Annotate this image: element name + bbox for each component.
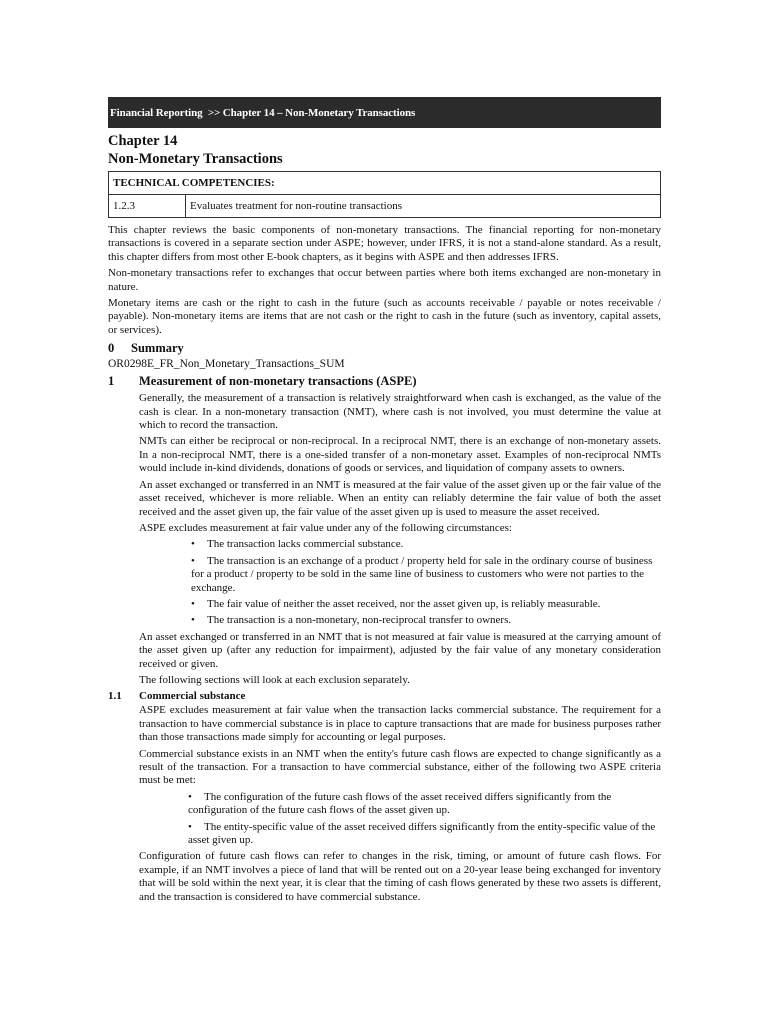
competency-text: Evaluates treatment for non-routine transactions xyxy=(186,195,661,218)
section-0-heading xyxy=(108,341,661,356)
bullet-icon: • xyxy=(191,597,195,610)
exclusion-list xyxy=(108,538,661,627)
breadcrumb-text: Financial Reporting >> Chapter 14 – Non-Monetary Transactions xyxy=(110,106,416,119)
list-item: • The entity-specific value of the asset received differs significantly from the entity-specific value of the asset given up. xyxy=(188,820,656,847)
body-paragraph: The following sections will look at each exclusion separately. xyxy=(139,673,410,686)
body-paragraph: ASPE excludes measurement at fair value when the transaction lacks commercial substance. The requirement for a transaction to have commercial substance is in place to capture transactions that are made for business purposes rather than those transactions made simply for accounting or legal purposes. xyxy=(139,704,661,744)
section-title: Summary xyxy=(131,341,184,356)
chapter-title: Non-Monetary Transactions xyxy=(108,151,283,167)
document-page xyxy=(108,97,661,907)
bullet-icon: • xyxy=(191,614,195,627)
section-1-closing xyxy=(139,631,661,688)
bullet-icon: • xyxy=(188,820,192,833)
section-1-heading xyxy=(108,374,661,389)
body-paragraph: Commercial substance exists in an NMT when the entity's future cash flows are expected to change significantly as a result of the transaction. For a transaction to have commercial substance, either of the following two ASPE criteria must be met: xyxy=(139,747,661,787)
list-item: • The configuration of the future cash flows of the asset received differs significantly from the configuration of the future cash flows of the asset given up. xyxy=(188,790,612,817)
section-number: 0 xyxy=(108,341,115,356)
body-paragraph: Configuration of future cash flows can refer to changes in the risk, timing, or amount of future cash flows. For example, if an NMT involves a piece of land that will be rented out on a 20-year lease being exchanged for inventory that will be sold within the next year, it is clear that the timing of cash flows generated by these two assets is different, and the transaction is considered to have commercial substance. xyxy=(139,850,661,903)
body-paragraph: NMTs can either be reciprocal or non-reciprocal. In a reciprocal NMT, there is an exchange of non-monetary assets. In a non-reciprocal NMT, there is a one-sided transfer of a non-monetary asset. Examples of non-reciprocal NMTs would include in-kind dividends, donations of goods or services, and liquidation of company assets to owners. xyxy=(139,435,661,475)
list-item: • The fair value of neither the asset received, nor the asset given up, is reliably measurable. xyxy=(191,597,601,610)
section-title: Commercial substance xyxy=(139,690,246,703)
competencies-table xyxy=(108,171,661,218)
section-number: 1.1 xyxy=(108,690,122,703)
chapter-number: Chapter 14 xyxy=(108,133,178,149)
summary-code: OR0298E_FR_Non_Monetary_Transactions_SUM xyxy=(108,358,345,371)
list-item: • The transaction is a non-monetary, non-reciprocal transfer to owners. xyxy=(191,614,512,627)
intro-paragraph: Non-monetary transactions refer to exchanges that occur between parties where both items exchanged are non-monetary in nature. xyxy=(108,267,661,293)
body-paragraph: ASPE excludes measurement at fair value under any of the following circumstances: xyxy=(139,521,512,534)
bullet-icon: • xyxy=(191,554,195,567)
section-number: 1 xyxy=(108,374,115,389)
bullet-icon: • xyxy=(188,790,192,803)
bullet-icon: • xyxy=(191,538,195,551)
body-paragraph: An asset exchanged or transferred in an NMT is measured at the fair value of the asset given up or the fair value of the asset received, whichever is more reliable. When an entity can reliably determine the fair value of both the asset received and the asset given up, the fair value of the asset given up is used to measure the asset received. xyxy=(139,478,661,518)
intro-paragraph: This chapter reviews the basic components of non-monetary transactions. The financial reporting for non-monetary transactions is covered in a separate section under ASPE; however, under IFRS, it is not a stand-alone standard. As a result, this chapter differs from most other E-book chapters, as it begins with ASPE and then addresses IFRS. xyxy=(108,224,661,263)
section-1-body xyxy=(139,392,661,535)
competencies-heading: TECHNICAL COMPETENCIES: xyxy=(109,172,661,195)
section-1-1-heading xyxy=(108,690,661,702)
list-item: • The transaction is an exchange of a product / property held for sale in the ordinary course of business for a product / property to be sold in the same line of business to customers who were not parties to the exchange. xyxy=(191,554,653,594)
intro-paragraph: Monetary items are cash or the right to cash in the future (such as accounts receivable / payable or notes receivable / payable). Non-monetary items are items that are not cash or the right to cash in the future (such as inventory, capital assets, or services). xyxy=(108,297,661,336)
competency-code: 1.2.3 xyxy=(109,195,186,218)
section-1-1-closing xyxy=(139,850,661,904)
list-item: • The transaction lacks commercial substance. xyxy=(191,538,404,551)
table-row xyxy=(109,195,661,218)
body-paragraph: An asset exchanged or transferred in an NMT that is not measured at fair value is measured at the carrying amount of the asset given up (after any reduction for impairment), adjusted by the fair value of any monetary consideration received or given. xyxy=(139,630,661,670)
section-title: Measurement of non-monetary transactions (ASPE) xyxy=(139,374,417,389)
body-paragraph: Generally, the measurement of a transaction is relatively straightforward when cash is exchanged, as the value of the cash is clear. In a non-monetary transaction (NMT), where cash is not involved, you must determine the value at which to record the transaction. xyxy=(139,392,661,432)
criteria-list xyxy=(108,791,661,848)
breadcrumb xyxy=(108,97,661,128)
section-1-1-body xyxy=(139,704,661,787)
